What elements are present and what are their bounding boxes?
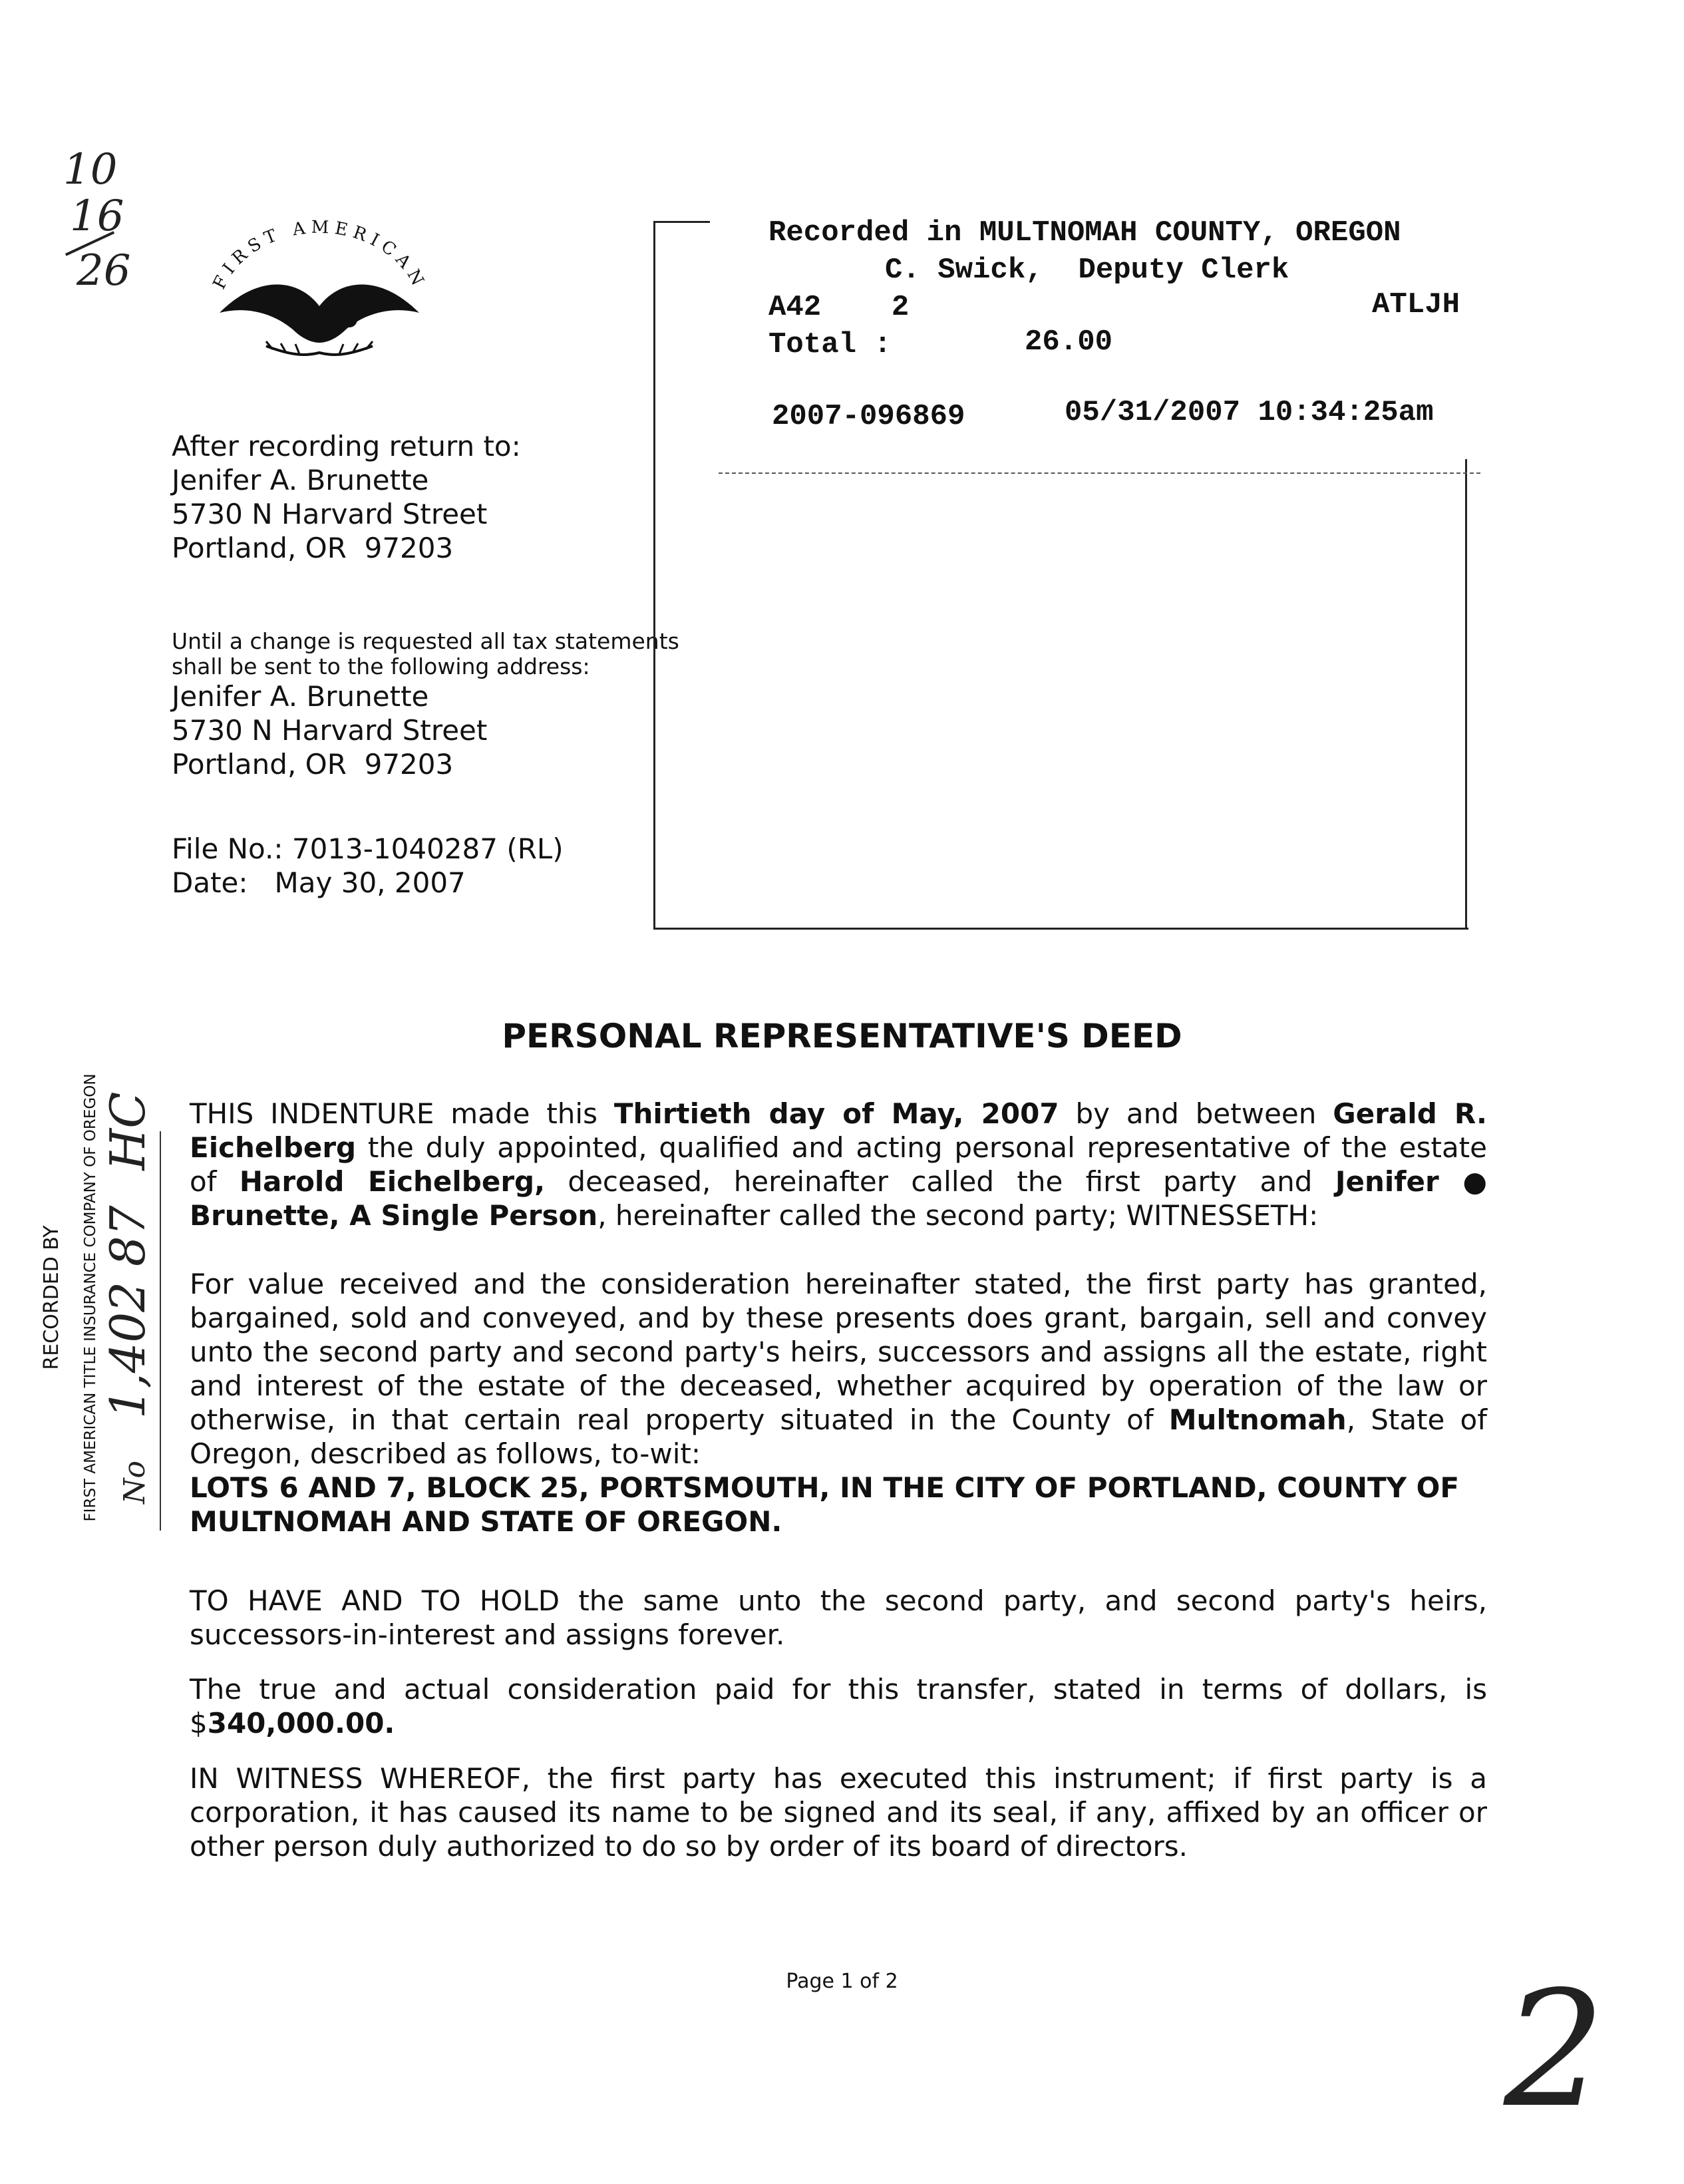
recording-box-bottom-edge — [653, 928, 1467, 930]
handwritten-initials: HC — [100, 1091, 156, 1171]
tax-city: Portland, OR 97203 — [172, 748, 454, 781]
return-to-city: Portland, OR 97203 — [172, 532, 454, 564]
p1-text-a: THIS INDENTURE made this — [190, 1097, 614, 1130]
tax-note-line1: Until a change is requested all tax statements — [172, 628, 679, 654]
recording-box-right-edge — [1465, 459, 1467, 928]
page-number: Page 1 of 2 — [786, 1970, 898, 1993]
date-value: May 30, 2007 — [274, 866, 466, 899]
stamp-underline — [160, 1131, 161, 1531]
handwritten-fraction — [63, 146, 130, 294]
county-name: Multnomah — [1168, 1403, 1347, 1436]
deed-title: PERSONAL REPRESENTATIVE'S DEED — [502, 1017, 1182, 1055]
return-to-block — [172, 429, 521, 565]
recording-line2: C. Swick, Deputy Clerk — [885, 254, 1289, 287]
p1-text-g: deceased, hereinafter called the first party and — [545, 1165, 1335, 1198]
file-no: 7013-1040287 (RL) — [291, 832, 564, 865]
return-to-heading: After recording return to: — [172, 430, 521, 462]
deed-paragraph-2 — [190, 1267, 1487, 1471]
recording-divider — [719, 472, 1480, 474]
recording-code-right: ATLJH — [1372, 288, 1460, 321]
handwritten-bottom: 26 — [77, 246, 131, 295]
recording-doc-no: 2007-096869 — [772, 400, 965, 433]
recording-code: A42 2 — [768, 291, 910, 324]
legal-description: LOTS 6 AND 7, BLOCK 25, PORTSMOUTH, IN THE CITY OF PORTLAND, COUNTY OF MULTNOMAH AND STATE OF OREGON. — [190, 1471, 1460, 1538]
deed-paragraph-4 — [190, 1672, 1487, 1740]
p1-text-c: by and between — [1059, 1097, 1333, 1130]
deed-paragraph-1 — [190, 1097, 1487, 1232]
eagle-icon — [193, 213, 446, 373]
recording-timestamp: 05/31/2007 10:34:25am — [1065, 396, 1434, 429]
p1-text-i: , hereinafter called the second party; WITNESSETH: — [597, 1199, 1319, 1232]
recording-total: 26.00 — [1025, 325, 1113, 359]
return-to-name: Jenifer A. Brunette — [172, 464, 429, 496]
first-party-name: Gerald R. Eichelberg — [190, 1097, 1488, 1164]
svg-text:FIRST AMERICAN — [210, 218, 430, 293]
p4-text-a: The true and actual consideration paid for this transfer, stated in terms of dollars, is $ — [190, 1673, 1487, 1739]
tax-note-line2: shall be sent to the following address: — [172, 653, 590, 679]
p2-text-c: , State of Oregon, described as follows, to-wit: — [190, 1403, 1487, 1470]
consideration-amount: 340,000.00. — [207, 1707, 395, 1739]
recording-total-label: Total : — [768, 328, 892, 361]
tax-name: Jenifer A. Brunette — [172, 680, 429, 713]
logo-text: FIRST AMERICAN — [209, 217, 430, 294]
recording-line1: Recorded in MULTNOMAH COUNTY, OREGON — [768, 216, 1401, 250]
handwritten-number: 1,402 87 — [100, 1205, 156, 1419]
file-info — [172, 832, 564, 900]
handwritten-top: 10 — [63, 145, 118, 194]
indenture-date: Thirtieth day of May, 2007 — [613, 1097, 1059, 1130]
recording-box-top-edge — [653, 221, 710, 223]
deceased-name: Harold Eichelberg, — [239, 1165, 546, 1198]
file-no-label: File No.: — [172, 832, 283, 865]
second-party-name: Jenifer ● Brunette, A Single Person — [190, 1165, 1487, 1232]
stamp-line1: RECORDED BY — [40, 1225, 63, 1370]
p1-text-e: the duly appointed, qualified and acting personal representative of the estate of — [190, 1131, 1487, 1198]
first-american-logo — [193, 213, 446, 373]
deed-paragraph-3: TO HAVE AND TO HOLD the same unto the second party, and second party's heirs, successors-in-interest and assigns forever. — [190, 1584, 1487, 1651]
handwritten-middle: 16 — [70, 192, 124, 241]
tax-block — [172, 629, 679, 781]
date-label: Date: — [172, 866, 248, 899]
handwritten-margin-number — [100, 1038, 156, 1504]
tax-street: 5730 N Harvard Street — [172, 714, 488, 747]
return-to-street: 5730 N Harvard Street — [172, 498, 488, 530]
stamp-line2: FIRST AMERICAN TITLE INSURANCE COMPANY OF OREGON — [82, 1073, 99, 1522]
deed-paragraph-5: IN WITNESS WHEREOF, the first party has executed this instrument; if first party is a corporation, it has caused its name to be signed and its seal, if any, affixed by an officer or other person duly authorized to do so by order of its board of directors. — [190, 1762, 1487, 1863]
p2-text-a: For value received and the consideration hereinafter stated, the first party has granted, bargained, sold and conveyed, and by these presents does grant, bargain, sell and convey unto the second party and second party's heirs, successors and assigns all the estate, right and interest of the estate of the deceased, whether acquired by operation of the law or otherwise, in that certain real property situated in the County of — [190, 1268, 1487, 1436]
handwritten-no: No — [118, 1461, 152, 1504]
handwritten-page-mark: 2 — [1504, 1956, 1605, 2143]
